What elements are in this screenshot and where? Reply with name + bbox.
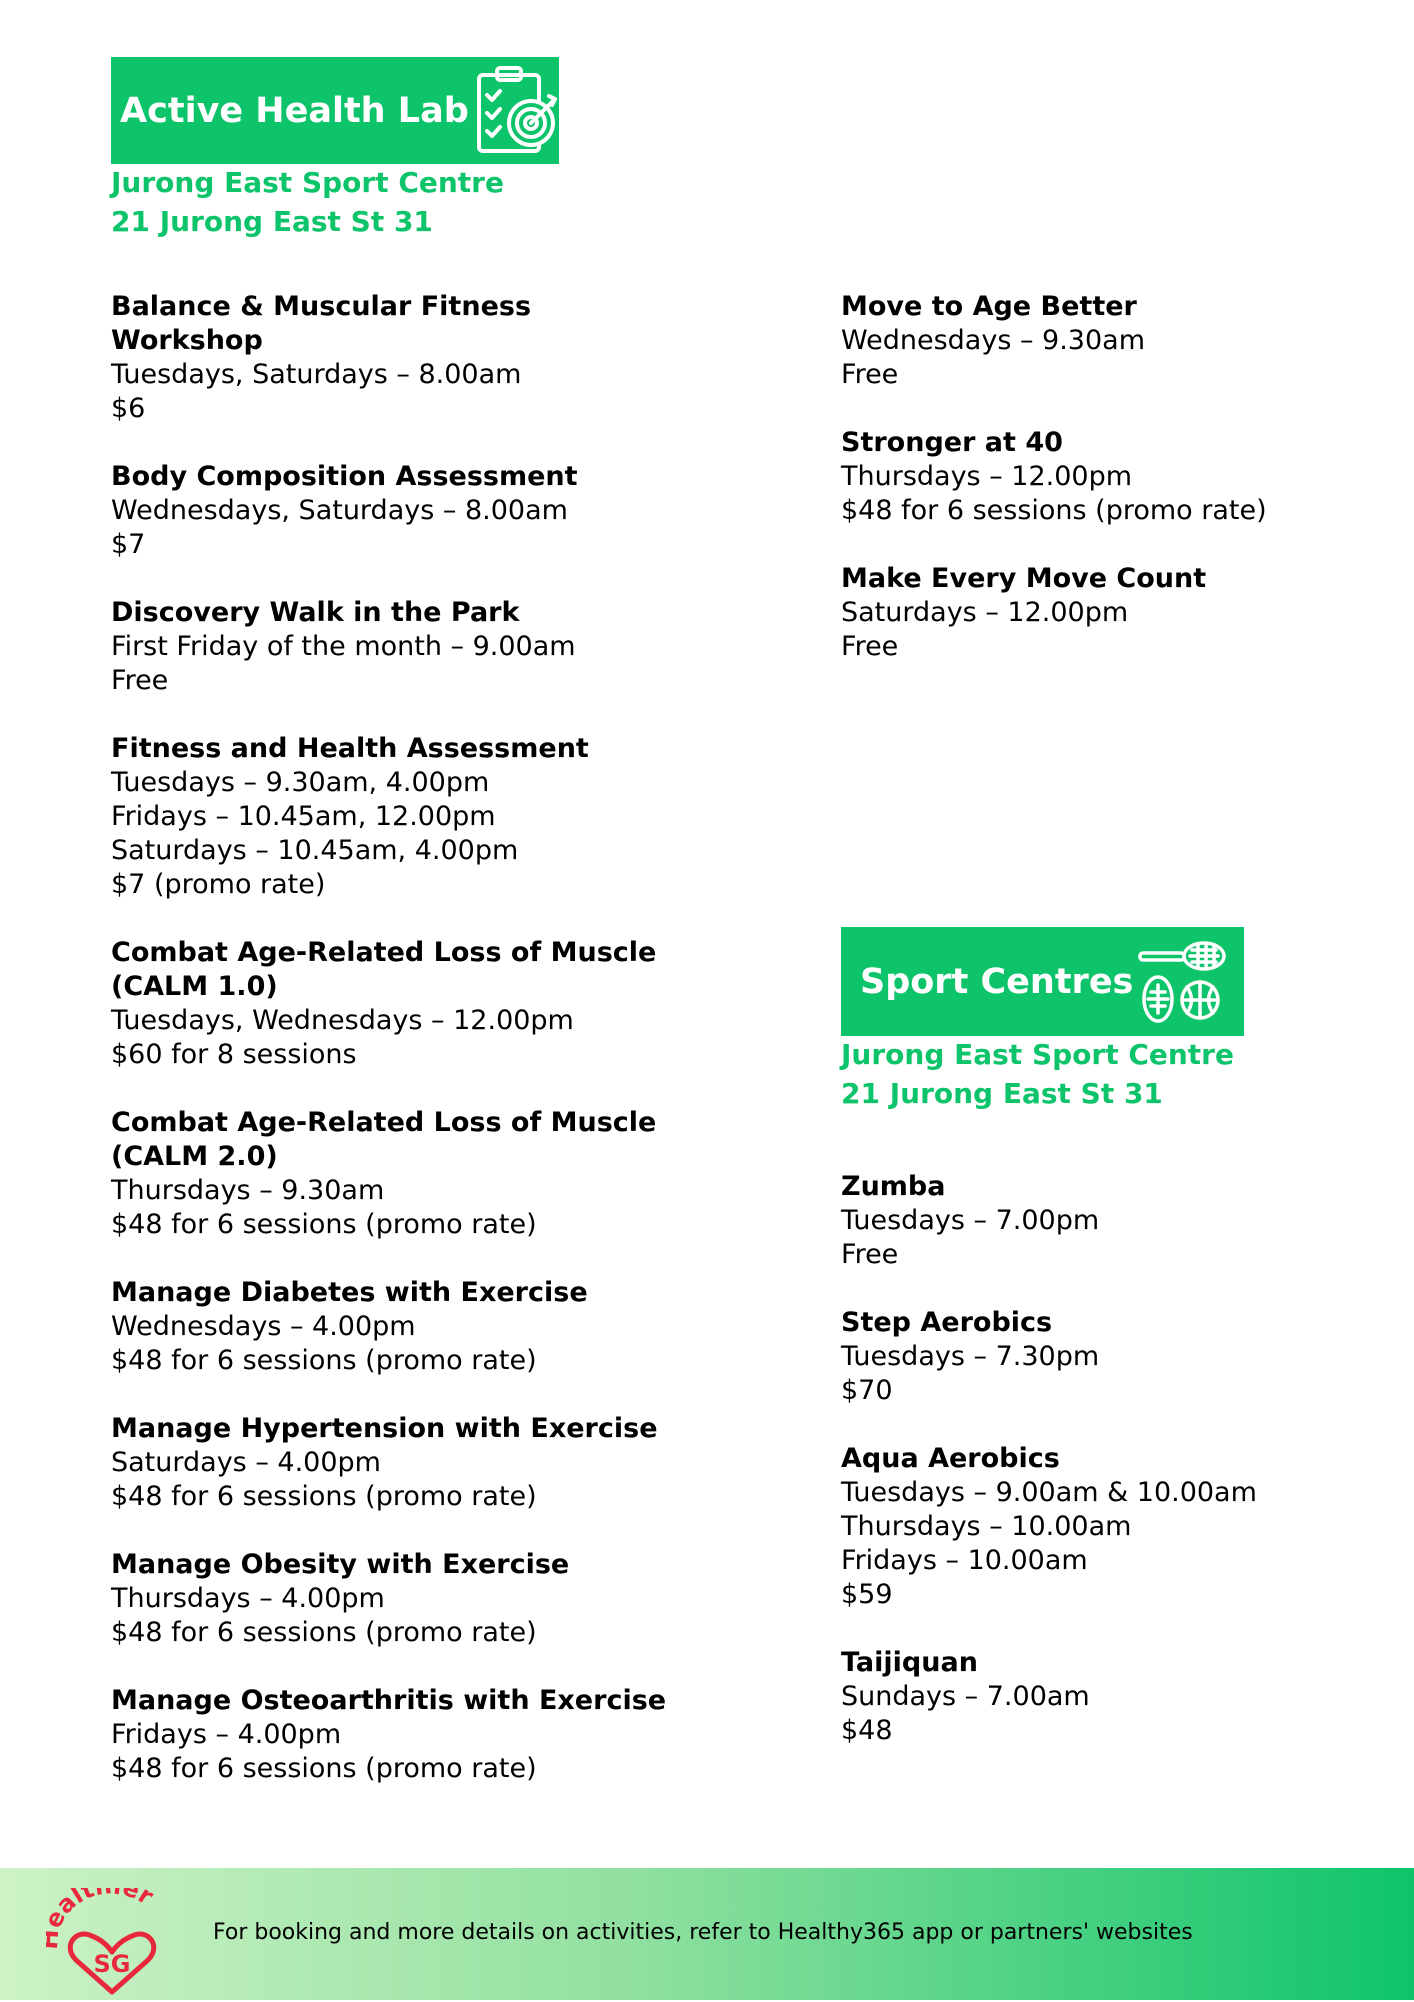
activity-title: Make Every Move Count [841,563,1207,594]
activity-title: Zumba [841,1171,946,1202]
activity-item [111,1684,691,1786]
activity-detail: $6 [111,393,146,424]
activity-detail: Tuesdays – 7.00pm [841,1205,1100,1236]
activity-detail: Tuesdays – 9.00am & 10.00am [841,1477,1257,1508]
activity-detail: Free [841,631,899,662]
activity-detail: $48 [841,1715,893,1746]
activity-title: Aqua Aerobics [841,1443,1060,1474]
activity-detail: Saturdays – 12.00pm [841,597,1129,628]
activity-item [111,1276,691,1378]
sport-venue-address: 21 Jurong East St 31 [841,1077,1163,1110]
activity-title: Discovery Walk in the Park [111,597,520,628]
footer-text: For booking and more details on activities, refer to Healthy365 app or partners' websites [213,1920,1193,1945]
activity-item [111,290,691,426]
lab-venue [111,163,504,241]
left-activity-column [111,290,691,1820]
activity-title: Fitness and Health Assessment [111,733,589,764]
footer-bar [0,1868,1414,2000]
sports-equipment-icon [1136,936,1228,1028]
activity-detail: Saturdays – 4.00pm [111,1447,381,1478]
lab-venue-address: 21 Jurong East St 31 [111,205,433,238]
activity-item [111,460,691,562]
activity-detail: $70 [841,1375,893,1406]
activity-title: Balance & Muscular Fitness Workshop [111,291,532,356]
activity-detail: $48 for 6 sessions (promo rate) [111,1753,537,1784]
activity-title: Combat Age-Related Loss of Muscle (CALM 1.0) [111,937,657,1002]
activity-item [111,1412,691,1514]
activity-detail: Wednesdays, Saturdays – 8.00am [111,495,568,526]
sport-activity-column [841,1170,1381,1782]
activity-detail: Tuesdays, Saturdays – 8.00am [111,359,522,390]
activity-title: Manage Obesity with Exercise [111,1549,570,1580]
activity-detail: $59 [841,1579,893,1610]
activity-detail: Fridays – 4.00pm [111,1719,342,1750]
activity-detail: $7 [111,529,146,560]
activity-detail: Thursdays – 12.00pm [841,461,1133,492]
logo-word: alt er [50,1888,159,1920]
activity-title: Step Aerobics [841,1307,1053,1338]
activity-detail: Sundays – 7.00am [841,1681,1090,1712]
activity-title: Manage Osteoarthritis with Exercise [111,1685,667,1716]
activity-detail: $48 for 6 sessions (promo rate) [111,1345,537,1376]
activity-detail: Thursdays – 4.00pm [111,1583,385,1614]
activity-detail: Free [841,1239,899,1270]
healthier-sg-logo [46,1888,176,2002]
activity-item [841,1306,1381,1408]
activity-detail: $48 for 6 sessions (promo rate) [111,1617,537,1648]
active-health-lab-banner [111,57,559,164]
activity-detail: Tuesdays – 9.30am, 4.00pm [111,767,490,798]
activity-item [841,1170,1381,1272]
activity-title: Move to Age Better [841,291,1137,322]
activity-item [111,596,691,698]
activity-detail: Wednesdays – 4.00pm [111,1311,416,1342]
activity-detail: Fridays – 10.45am, 12.00pm [111,801,496,832]
activity-detail: $48 for 6 sessions (promo rate) [111,1209,537,1240]
banner-title: Active Health Lab [120,90,469,131]
sport-venue [841,1035,1234,1113]
activity-detail: Fridays – 10.00am [841,1545,1088,1576]
activity-detail: Thursdays – 9.30am [111,1175,385,1206]
activity-item [841,426,1381,528]
activity-detail: Free [841,359,899,390]
activity-detail: $48 for 6 sessions (promo rate) [111,1481,537,1512]
activity-item [111,732,691,902]
activity-detail: Tuesdays, Wednesdays – 12.00pm [111,1005,574,1036]
activity-detail: $48 for 6 sessions (promo rate) [841,495,1267,526]
activity-title: Manage Hypertension with Exercise [111,1413,658,1444]
activity-detail: $60 for 8 sessions [111,1039,357,1070]
right-activity-column [841,290,1381,698]
lab-venue-name: Jurong East Sport Centre [111,166,504,199]
activity-item [841,1646,1381,1748]
activity-title: Manage Diabetes with Exercise [111,1277,588,1308]
clipboard-target-icon [469,63,565,159]
activity-title: Body Composition Assessment [111,461,578,492]
activity-detail: Saturdays – 10.45am, 4.00pm [111,835,519,866]
activity-detail: First Friday of the month – 9.00am [111,631,576,662]
activity-title: Stronger at 40 [841,427,1063,458]
activity-detail: Free [111,665,169,696]
activity-item [841,562,1381,664]
activity-detail: Tuesdays – 7.30pm [841,1341,1100,1372]
logo-sg: SG [93,1950,131,1978]
activity-item [111,1106,691,1242]
activity-item [111,1548,691,1650]
activity-item [841,1442,1381,1612]
activity-detail: $7 (promo rate) [111,869,326,900]
activity-title: Taijiquan [841,1647,978,1678]
banner-title: Sport Centres [860,961,1134,1002]
activity-detail: Wednesdays – 9.30am [841,325,1146,356]
activity-item [841,290,1381,392]
activity-detail: Thursdays – 10.00am [841,1511,1132,1542]
activity-title: Combat Age-Related Loss of Muscle (CALM 2.0) [111,1107,657,1172]
sport-venue-name: Jurong East Sport Centre [841,1038,1234,1071]
sport-centres-banner [841,927,1244,1036]
activity-item [111,936,691,1072]
